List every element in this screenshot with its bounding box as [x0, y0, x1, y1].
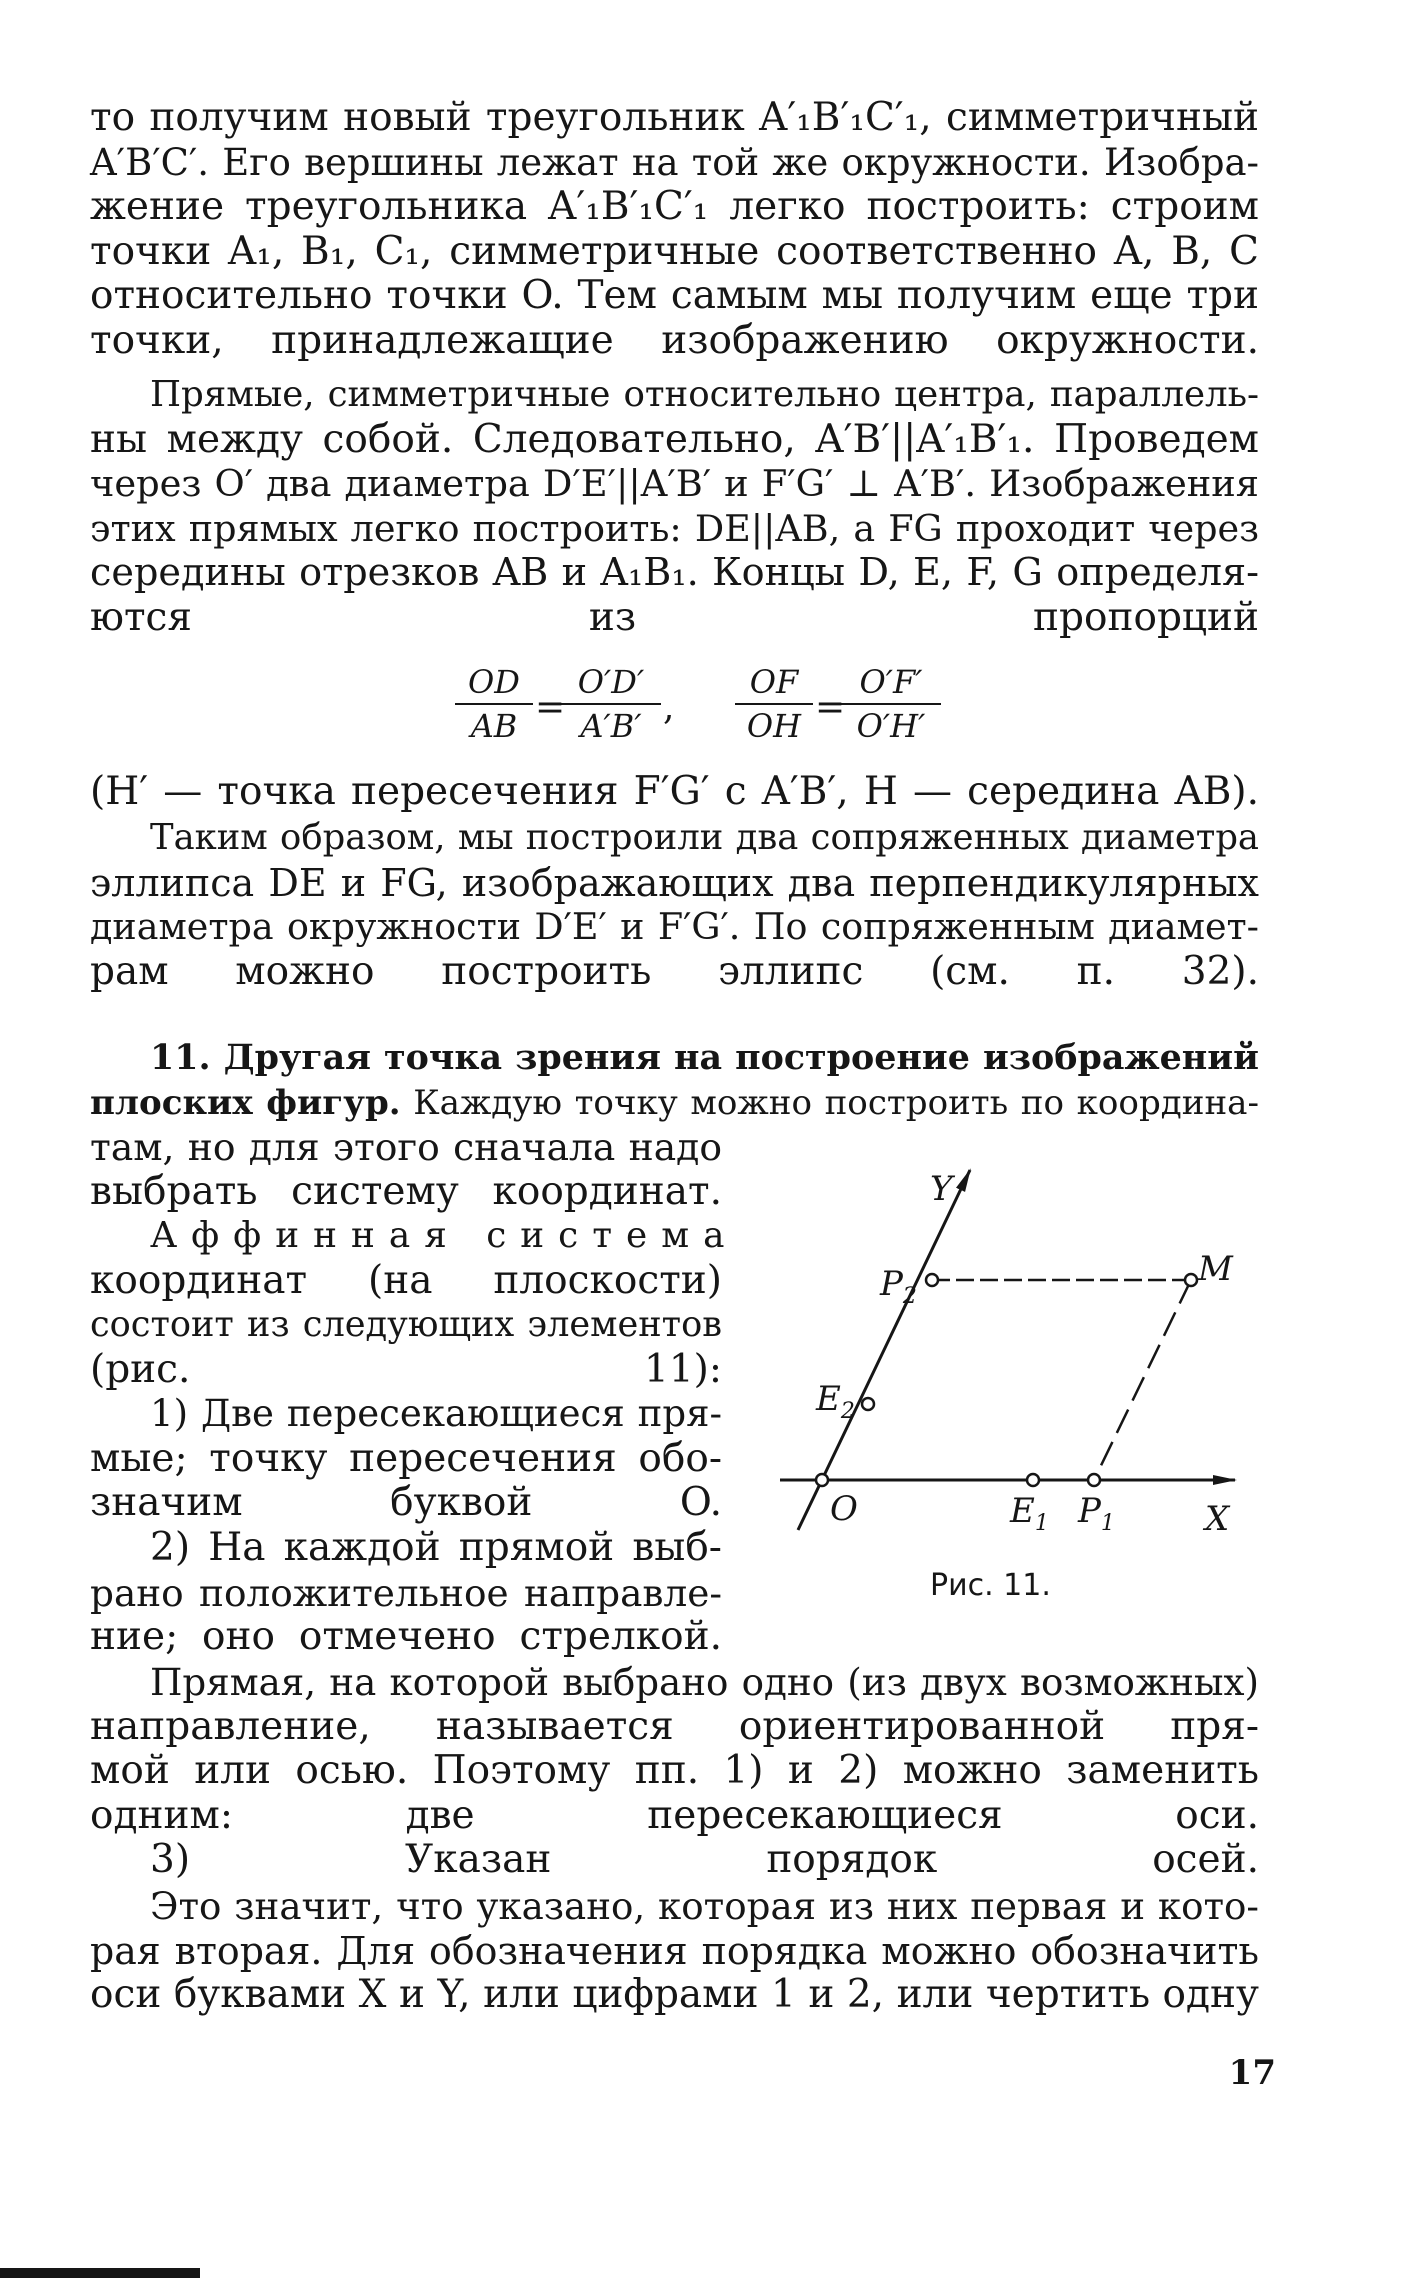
heading-text-2: плоских фигур. — [90, 1082, 401, 1123]
text-line: Прямые, симметричные относительно центра, параллель- — [150, 374, 1259, 415]
text-line: Это значит, что указано, которая из них первая и кото- — [150, 1884, 1259, 1928]
denominator: AB — [470, 707, 518, 745]
fraction-o1f1-o1h1 — [841, 663, 941, 745]
label-p-letter: P — [1078, 1491, 1101, 1531]
label-x: X — [1205, 1499, 1230, 1539]
paragraph-affine-system — [90, 1214, 739, 1392]
section-11-continued — [90, 1125, 722, 1214]
text-line: (рис. 11): — [90, 1346, 722, 1392]
heading-text: 11. Другая точка зрения на построение изображений — [150, 1037, 1259, 1078]
text-line: оси буквами X и Y, или цифрами 1 и 2, или чертить одну — [90, 1972, 1259, 2017]
text-line: рано положительное направле- — [90, 1570, 722, 1615]
point-p1 — [1088, 1474, 1100, 1486]
section-heading — [90, 1036, 1259, 1081]
scan-edge — [0, 2268, 200, 2278]
label-m: M — [1198, 1249, 1233, 1289]
text-line: эллипса DE и FG, изображающих два перпендикулярных — [90, 860, 1259, 905]
text-line: направление, называется ориентированной пря- — [90, 1703, 1259, 1749]
text-line: Аффинная система — [150, 1215, 739, 1256]
point-e1 — [1027, 1474, 1039, 1486]
text-line: одним: две пересекающиеся оси. — [90, 1792, 1259, 1838]
label-e-letter: E — [816, 1379, 841, 1419]
fraction-o1d1-a1b1 — [561, 663, 661, 745]
figure-11-affine-coordinates — [780, 1160, 1260, 1540]
section-11-intro — [90, 1036, 1259, 1125]
text-line: то получим новый треугольник A′₁B′₁C′₁, симметричный — [90, 95, 1259, 140]
paragraph-oriented-line — [90, 1660, 1259, 1838]
proportion-formula — [455, 663, 955, 743]
text-line: A′B′C′. Его вершины лежат на той же окружности. Изобра- — [90, 140, 1259, 184]
denominator: A′B′ — [580, 707, 642, 745]
comma: , — [663, 687, 675, 728]
origin-point — [816, 1474, 828, 1486]
text-line: диаметра окружности D′E′ и F′G′. По сопряженным диамет- — [90, 905, 1259, 948]
text-line: ны между собой. Следовательно, A′B′||A′₁B′₁. Проведем — [90, 416, 1259, 462]
numerator: O′F′ — [841, 663, 941, 705]
page-number: 17 — [1228, 2053, 1276, 2093]
text-line: рая вторая. Для обозначения порядка можно обозначить — [90, 1928, 1259, 1973]
paragraph-item-3 — [90, 1838, 1259, 1883]
paragraph-item-1 — [90, 1392, 722, 1526]
text-line: ние; оно отмечено стрелкой. — [90, 1614, 722, 1659]
paragraph-2 — [90, 373, 1259, 640]
label-p2 — [879, 1264, 917, 1309]
denominator: OH — [746, 707, 802, 745]
text-line: там, но для этого сначала надо — [90, 1125, 722, 1169]
paragraph-1 — [90, 96, 1259, 363]
point-e2 — [862, 1398, 874, 1410]
label-sub-1: 1 — [1100, 1511, 1115, 1536]
dashed-line-m-p1 — [1094, 1280, 1191, 1480]
text-line: середины отрезков AB и A₁B₁. Концы D, E, F, G определя- — [90, 551, 1259, 595]
text-line: мой или осью. Поэтому пп. 1) и 2) можно заменить — [90, 1748, 1259, 1793]
label-p1 — [1077, 1491, 1115, 1536]
text-line: значим буквой O. — [90, 1480, 722, 1525]
fraction-of-oh — [735, 663, 813, 745]
label-e-letter: E — [1010, 1491, 1035, 1531]
numerator: O′D′ — [561, 663, 661, 705]
text-line: Таким образом, мы построили два сопряженных диаметра — [150, 817, 1259, 858]
denominator: O′H′ — [856, 707, 926, 745]
paragraph-item-2 — [90, 1526, 722, 1660]
text-line: выбрать систему координат. — [90, 1168, 722, 1214]
text-line: рам можно построить эллипс (см. п. 32). — [90, 948, 1259, 994]
text-line — [90, 1081, 1259, 1126]
label-o: O — [830, 1489, 858, 1529]
equals-sign: = — [815, 687, 846, 728]
point-m — [1185, 1274, 1197, 1286]
text-line: ются из пропорций — [90, 594, 1259, 640]
numerator: OD — [455, 663, 533, 705]
text-line: 1) Две пересекающиеся пря- — [150, 1392, 722, 1435]
text-line: мые; точку пересечения обо- — [90, 1435, 722, 1481]
text-line: точки A₁, B₁, C₁, симметричные соответственно A, B, C — [90, 228, 1259, 274]
fraction-od-ab — [455, 663, 533, 745]
text-line: (H′ — точка пересечения F′G′ с A′B′, H — середина AB). — [90, 769, 1259, 814]
label-sub-2: 2 — [840, 1399, 855, 1424]
label-sub-1: 1 — [1034, 1511, 1049, 1536]
numerator: OF — [735, 663, 813, 705]
text-line: этих прямых легко построить: DE||AB, а FG проходит через — [90, 506, 1259, 550]
text-line: координат (на плоскости) — [90, 1257, 722, 1303]
text-fragment: Каждую точку можно построить по координа- — [400, 1082, 1259, 1123]
text-line: 3) Указан порядок осей. — [150, 1837, 1259, 1882]
label-e2 — [815, 1379, 855, 1424]
label-p-letter: P — [880, 1264, 903, 1304]
equals-sign: = — [535, 687, 566, 728]
label-sub-2: 2 — [902, 1284, 917, 1309]
text-line: через O′ два диаметра D′E′||A′B′ и F′G′ ⊥ A′B′. Изображения — [90, 462, 1259, 505]
text-line: состоит из следующих элементов — [90, 1304, 722, 1345]
text-line: 2) На каждой прямой выб- — [150, 1525, 722, 1570]
point-p2 — [926, 1274, 938, 1286]
paragraph-3 — [90, 770, 1259, 815]
text-line: относительно точки O. Тем самым мы получим еще три — [90, 273, 1259, 318]
text-line: Прямая, на которой выбрано одно (из двух возможных) — [150, 1660, 1259, 1704]
text-line: жение треугольника A′₁B′₁C′₁ легко построить: строим — [90, 184, 1259, 229]
figure-caption: Рис. 11. — [930, 1568, 1051, 1603]
label-y: Y — [930, 1169, 953, 1209]
text-line: точки, принадлежащие изображению окружности. — [90, 317, 1259, 363]
paragraph-axis-order — [90, 1884, 1259, 2018]
label-e1 — [1009, 1491, 1049, 1536]
paragraph-4 — [90, 816, 1259, 994]
